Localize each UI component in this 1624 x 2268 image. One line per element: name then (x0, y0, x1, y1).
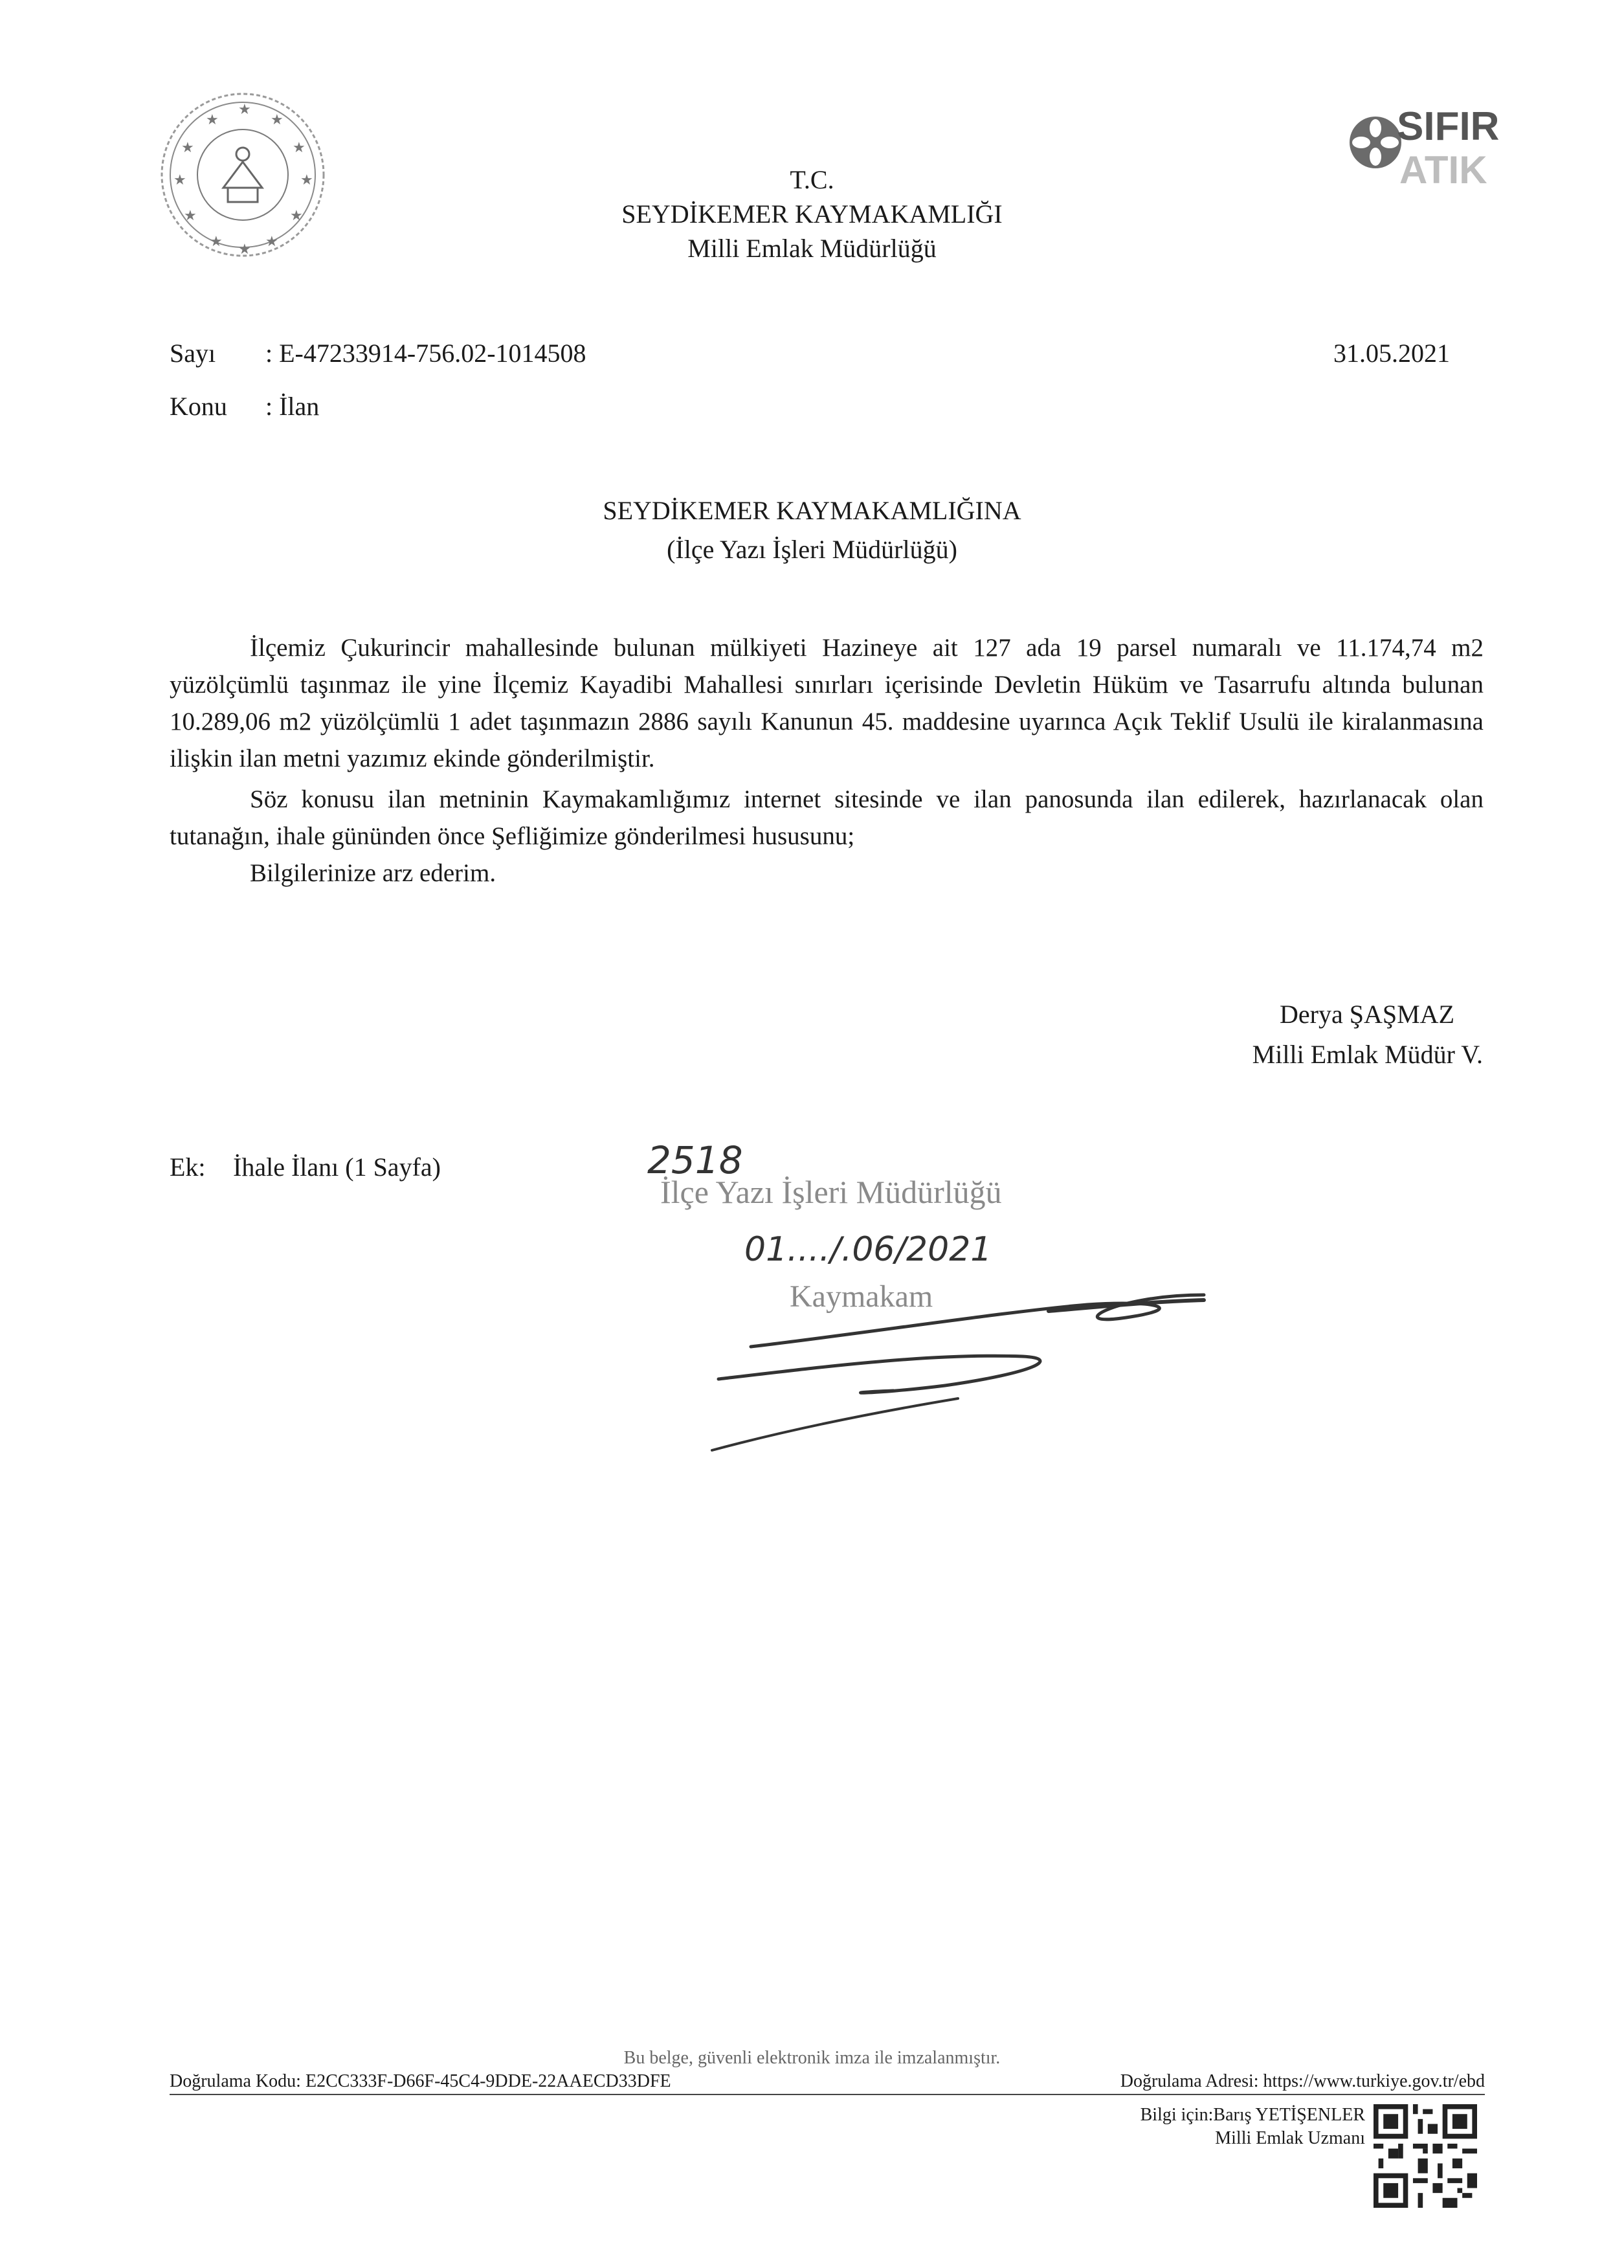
attachment-label: Ek: (170, 1152, 206, 1182)
signer-title: Milli Emlak Müdür V. (1252, 1040, 1483, 1069)
recipient-line2: (İlçe Yazı İşleri Müdürlüğü) (667, 535, 957, 564)
svg-text:★: ★ (173, 172, 186, 188)
qr-code-icon (1374, 2104, 1477, 2208)
stamp-line3: Kaymakam (790, 1279, 933, 1314)
recipient-line1: SEYDİKEMER KAYMAKAMLIĞINA (603, 496, 1021, 525)
konu-label: Konu (170, 392, 227, 421)
svg-text:★: ★ (300, 172, 313, 188)
svg-text:★: ★ (293, 140, 306, 156)
svg-text:★: ★ (238, 102, 251, 118)
sayi-label: Sayı (170, 339, 216, 368)
svg-text:★: ★ (181, 140, 194, 156)
info-contact: Bilgi için:Barış YETİŞENLER (1140, 2105, 1365, 2125)
footer-rule (170, 2094, 1485, 2095)
info-title: Milli Emlak Uzmanı (1215, 2128, 1365, 2148)
document-date: 31.05.2021 (1333, 339, 1450, 368)
header-tc: T.C. (790, 165, 834, 194)
header-institution: SEYDİKEMER KAYMAKAMLIĞI (621, 199, 1003, 229)
konu-value: : İlan (265, 392, 320, 421)
body-paragraph-3: Bilgilerinize arz ederim. (250, 859, 496, 887)
stamp-line1: İlçe Yazı İşleri Müdürlüğü (660, 1174, 1002, 1210)
svg-text:★: ★ (206, 112, 219, 128)
header-department: Milli Emlak Müdürlüğü (687, 234, 937, 263)
handwritten-signature (699, 1282, 1282, 1489)
zero-waste-logo-top: SIFIR (1397, 104, 1500, 149)
verification-code: Doğrulama Kodu: E2CC333F-D66F-45C4-9DDE-22AAECD33DFE (170, 2071, 671, 2091)
stamp-date: 01..../.06/2021 (744, 1230, 992, 1269)
verification-address: Doğrulama Adresi: https://www.turkiye.gov.tr/ebd (1120, 2071, 1485, 2091)
svg-text:★: ★ (210, 234, 223, 250)
footer-notice: Bu belge, güvenli elektronik imza ile imzalanmıştır. (623, 2048, 1001, 2068)
body-paragraph-1: İlçemiz Çukurincir mahallesinde bulunan mülkiyeti Hazineye ait 127 ada 19 parsel numaralı ve 11.174,74 m2 yüzölçümlü taşınmaz ile yine İlçemiz Kayadibi Mahallesi sınırları içerisinde Devletin Hüküm ve Tasarrufu altında bulunan 10.289,06 m2 yüzölçümlü 1 adet taşınmazın 2886 sayılı Kanunun 45. maddesine uyarınca Açık Teklif Usulü ile kiralanmasına ilişkin ilan metni yazımız ekinde gönderilmiştir. (170, 634, 1484, 772)
svg-text:★: ★ (290, 208, 303, 224)
svg-text:★: ★ (265, 234, 278, 250)
sayi-value: : E-47233914-756.02-1014508 (265, 339, 586, 368)
svg-text:★: ★ (238, 241, 251, 258)
zero-waste-logo-bottom: ATIK (1399, 148, 1487, 192)
body-paragraph-2: Söz konusu ilan metninin Kaymakamlığımız internet sitesinde ve ilan panosunda ilan edilerek, hazırlanacak olan tutanağın, ihale gününden önce Şefliğimize gönderilmesi hususunu; (170, 785, 1484, 850)
signer-name: Derya ŞAŞMAZ (1280, 1000, 1454, 1029)
letter-body (170, 629, 1484, 892)
stamp-number: 2518 (647, 1138, 743, 1182)
svg-text:★: ★ (271, 112, 284, 128)
svg-text:★: ★ (184, 208, 197, 224)
attachment-value: İhale İlanı (1 Sayfa) (233, 1152, 441, 1182)
